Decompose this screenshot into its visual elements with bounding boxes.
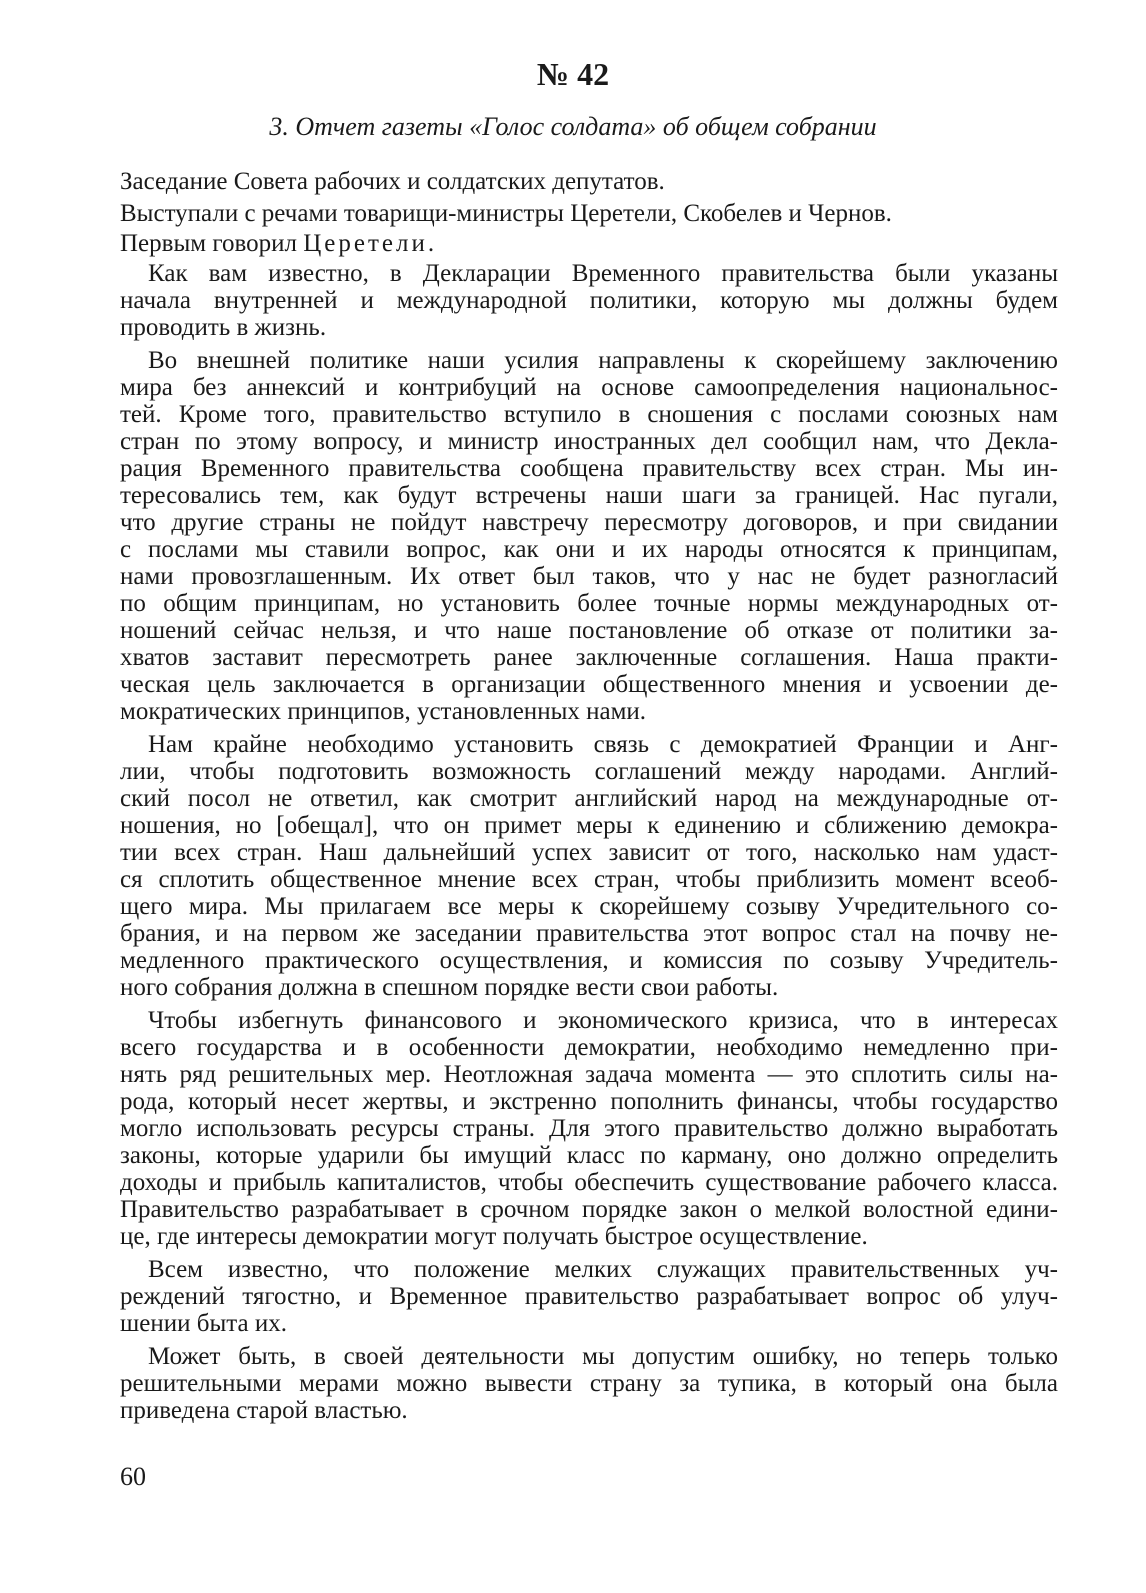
text-line: медленного практического осуществления, и комиссия по созыву Учредитель-: [120, 947, 1058, 974]
text-line: брания, и на первом же заседании правительства этот вопрос стал на почву не-: [120, 920, 1058, 947]
speakers-line: Выступали с речами товарищи-министры Церетели, Скобелев и Чернов.: [120, 200, 892, 227]
text-line: мира без аннексий и контрибуций на основе самоопределения национальнос-: [120, 374, 1058, 401]
text-line: по общим принципам, но установить более точные нормы международных от-: [120, 590, 1058, 617]
text-line: тересовались тем, как будут встречены наши шаги за границей. Нас пугали,: [120, 482, 1058, 509]
text-line: ного собрания должна в спешном порядке вести свои работы.: [120, 974, 779, 1001]
text-line: что другие страны не пойдут навстречу пересмотру договоров, и при свидании: [120, 509, 1058, 536]
paragraphs: [120, 260, 1058, 1424]
paragraph: [120, 1256, 1058, 1337]
text-line: тей. Кроме того, правительство вступило в сношения с послами союзных нам: [120, 401, 1058, 428]
text-line: тии всех стран. Наш дальнейший успех зависит от того, насколько нам удаст-: [120, 839, 1058, 866]
first-speaker-line: [120, 230, 1058, 257]
paragraph: [120, 731, 1058, 1001]
text-line: приведена старой властью.: [120, 1397, 408, 1424]
text-line: ношений сейчас нельзя, и что наше постановление об отказе от политики за-: [120, 617, 1058, 644]
session-line: Заседание Совета рабочих и солдатских депутатов.: [120, 168, 665, 195]
text-line: проводить в жизнь.: [120, 314, 327, 341]
document-number: № 42: [536, 56, 610, 92]
text-line: Может быть, в своей деятельности мы допустим ошибку, но теперь только: [148, 1343, 1058, 1370]
paragraph: [120, 1007, 1058, 1250]
text-line: могло использовать ресурсы страны. Для этого правительство должно выработать: [120, 1115, 1058, 1142]
first-speaker-prefix: Первым говорил: [120, 230, 304, 257]
text-line: решительными мерами можно вывести страну за тупика, в который она была: [120, 1370, 1058, 1397]
text-line: рация Временного правительства сообщена правительству всех стран. Мы ин-: [120, 455, 1058, 482]
text-line: мократических принципов, установленных нами.: [120, 698, 647, 725]
text-line: всего государства и в особенности демократии, необходимо немедленно при-: [120, 1034, 1058, 1061]
text-line: це, где интересы демократии могут получать быстрое осуществление.: [120, 1223, 868, 1250]
text-line: законы, которые ударили бы имущий класс по карману, оно должно определить: [120, 1142, 1058, 1169]
first-speaker-name: Церетели.: [303, 230, 438, 257]
document-body: [120, 168, 1058, 1430]
text-line: ский посол не ответил, как смотрит английский народ на международные от-: [120, 785, 1058, 812]
text-line: шении быта их.: [120, 1310, 287, 1337]
text-line: нять ряд решительных мер. Неотложная задача момента — это сплотить силы на-: [120, 1061, 1058, 1088]
text-line: с послами мы ставили вопрос, как они и их народы относятся к принципам,: [120, 536, 1058, 563]
text-line: щего мира. Мы прилагаем все меры к скорейшему созыву Учредительного со-: [120, 893, 1058, 920]
text-line: реждений тягостно, и Временное правительство разрабатывает вопрос об улуч-: [120, 1283, 1058, 1310]
paragraph: [120, 347, 1058, 725]
text-line: Всем известно, что положение мелких служащих правительственных уч-: [148, 1256, 1058, 1283]
page-number: 60: [120, 1462, 146, 1491]
paragraph: [120, 1343, 1058, 1424]
document-subtitle: 3. Отчет газеты «Голос солдата» об общем собрании: [269, 112, 877, 141]
text-line: Нам крайне необходимо установить связь с демократией Франции и Анг-: [148, 731, 1058, 758]
text-line: рода, который несет жертвы, и экстренно пополнить финансы, чтобы государство: [120, 1088, 1058, 1115]
text-line: Чтобы избегнуть финансового и экономического кризиса, что в интересах: [148, 1007, 1058, 1034]
text-line: хватов заставит пересмотреть ранее заключенные соглашения. Наша практи-: [120, 644, 1058, 671]
text-line: ношения, но [обещал], что он примет меры к единению и сближению демокра-: [120, 812, 1058, 839]
text-line: Как вам известно, в Декларации Временного правительства были указаны: [148, 260, 1058, 287]
text-line: лии, чтобы подготовить возможность соглашений между народами. Англий-: [120, 758, 1058, 785]
text-line: ческая цель заключается в организации общественного мнения и усвоении де-: [120, 671, 1058, 698]
text-line: Во внешней политике наши усилия направлены к скорейшему заключению: [148, 347, 1058, 374]
text-line: Правительство разрабатывает в срочном порядке закон о мелкой волостной едини-: [120, 1196, 1058, 1223]
text-line: доходы и прибыль капиталистов, чтобы обеспечить существование рабочего класса.: [120, 1169, 1058, 1196]
text-line: нами провозглашенным. Их ответ был таков, что у нас не будет разногласий: [120, 563, 1058, 590]
text-line: ся сплотить общественное мнение всех стран, чтобы приблизить момент всеоб-: [120, 866, 1058, 893]
text-line: стран по этому вопросу, и министр иностранных дел сообщил нам, что Декла-: [120, 428, 1058, 455]
paragraph: [120, 260, 1058, 341]
text-line: начала внутренней и международной политики, которую мы должны будем: [120, 287, 1058, 314]
